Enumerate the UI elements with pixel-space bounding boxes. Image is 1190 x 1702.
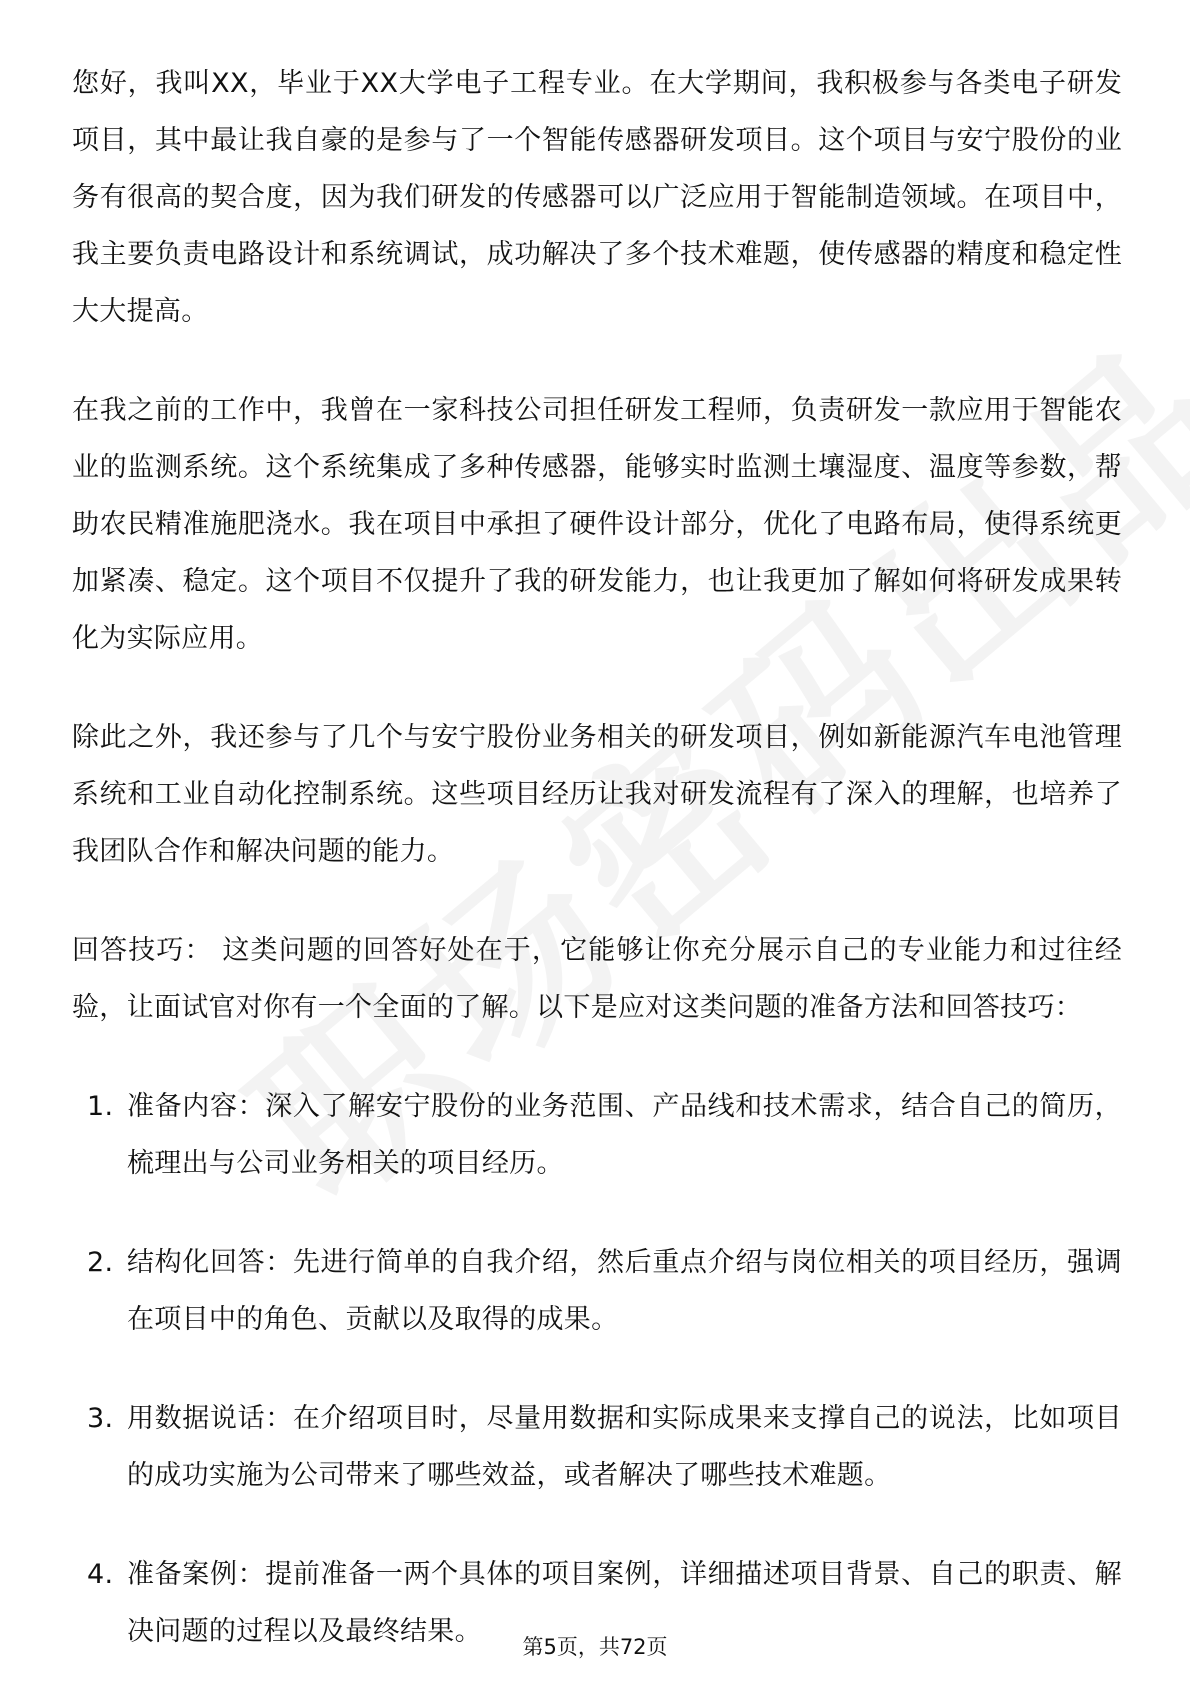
paragraph-intro: 您好，我叫XX，毕业于XX大学电子工程专业。在大学期间，我积极参与各类电子研发项目，其中最让我自豪的是参与了一个智能传感器研发项目。这个项目与安宁股份的业务有很高的契合度，因为我们研发的传感器可以广泛应用于智能制造领域。在项目中，我主要负责电路设计和系统调试，成功解决了多个技术难题，使传感器的精度和稳定性大大提高。 [72,68,1122,327]
list-item [72,1390,1122,1504]
list-item-number: 4. [87,1559,114,1590]
document-body [72,55,1122,1702]
list-item-text: 结构化回答：先进行简单的自我介绍，然后重点介绍与岗位相关的项目经历，强调在项目中的角色、贡献以及取得的成果。 [127,1247,1122,1335]
list-item [72,1078,1122,1192]
list-item-number: 3. [87,1403,114,1434]
list-item-text: 准备案例：提前准备一两个具体的项目案例，详细描述项目背景、自己的职责、解决问题的过程以及最终结果。 [127,1559,1122,1647]
list-item-text: 用数据说话：在介绍项目时，尽量用数据和实际成果来支撑自己的说法，比如项目的成功实施为公司带来了哪些效益，或者解决了哪些技术难题。 [127,1403,1122,1491]
paragraph-other-projects: 除此之外，我还参与了几个与安宁股份业务相关的研发项目，例如新能源汽车电池管理系统和工业自动化控制系统。这些项目经历让我对研发流程有了深入的理解，也培养了我团队合作和解决问题的能力。 [72,722,1122,867]
page-number: 第5页，共72页 [522,1635,668,1659]
list-item-number: 1. [87,1091,114,1122]
list-item-number: 2. [87,1247,114,1278]
paragraph-work-experience: 在我之前的工作中，我曾在一家科技公司担任研发工程师，负责研发一款应用于智能农业的监测系统。这个系统集成了多种传感器，能够实时监测土壤湿度、温度等参数，帮助农民精准施肥浇水。我在项目中承担了硬件设计部分，优化了电路布局，使得系统更加紧凑、稳定。这个项目不仅提升了我的研发能力，也让我更加了解如何将研发成果转化为实际应用。 [72,395,1122,654]
paragraph-answer-tips: 回答技巧： 这类问题的回答好处在于，它能够让你充分展示自己的专业能力和过往经验，让面试官对你有一个全面的了解。以下是应对这类问题的准备方法和回答技巧： [72,935,1122,1023]
list-item [72,1234,1122,1348]
tips-list [72,1078,1122,1660]
list-item-text: 准备内容：深入了解安宁股份的业务范围、产品线和技术需求，结合自己的简历，梳理出与公司业务相关的项目经历。 [127,1091,1122,1179]
